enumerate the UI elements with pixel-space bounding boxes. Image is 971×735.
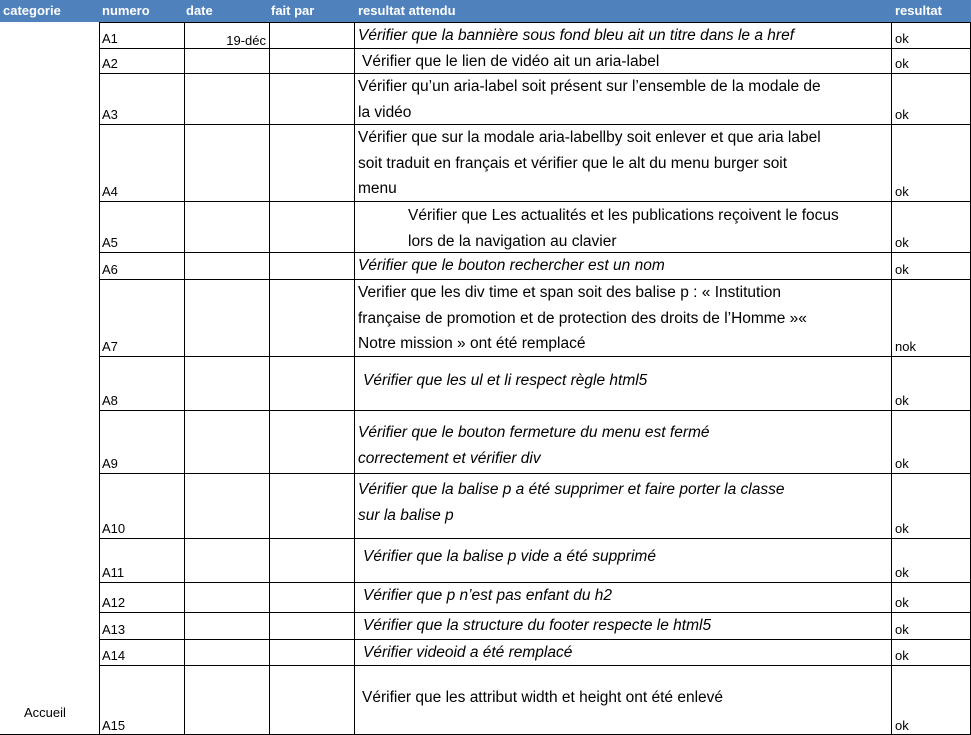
row-numero[interactable]: A4 bbox=[102, 184, 118, 199]
row-resultat-attendu[interactable]: menu bbox=[358, 180, 397, 197]
row-numero[interactable]: A7 bbox=[102, 339, 118, 354]
row-resultat-attendu[interactable]: sur la balise p bbox=[358, 506, 454, 524]
row-resultat-attendu[interactable]: lors de la navigation au clavier bbox=[408, 232, 617, 250]
row-resultat[interactable]: ok bbox=[895, 235, 909, 250]
header-resultat-attendu[interactable]: resultat attendu bbox=[358, 3, 456, 18]
row-resultat[interactable]: ok bbox=[895, 393, 909, 408]
row-resultat-attendu[interactable]: Notre mission » ont été remplacé bbox=[358, 335, 586, 352]
header-resultat[interactable]: resultat bbox=[895, 3, 942, 18]
header-date[interactable]: date bbox=[186, 3, 213, 18]
row-resultat-attendu[interactable]: Vérifier que sur la modale aria-labellby soit enlever et que aria label bbox=[358, 129, 821, 146]
row-resultat[interactable]: ok bbox=[895, 31, 909, 46]
row-resultat-attendu[interactable]: Vérifier que le bouton fermeture du menu est fermé bbox=[358, 424, 710, 441]
row-resultat[interactable]: ok bbox=[895, 521, 909, 536]
row-resultat[interactable]: ok bbox=[895, 262, 909, 277]
row-date[interactable]: 19-déc bbox=[226, 33, 266, 48]
row-resultat[interactable]: ok bbox=[895, 56, 909, 71]
row-numero[interactable]: A15 bbox=[102, 718, 126, 733]
row-resultat[interactable]: ok bbox=[895, 565, 909, 580]
column-border bbox=[354, 22, 355, 735]
row-border bbox=[99, 201, 971, 202]
row-resultat-attendu[interactable]: Vérifier que le lien de vidéo ait un aria-label bbox=[362, 53, 660, 70]
column-border bbox=[269, 22, 270, 735]
row-resultat-attendu[interactable]: Vérifier que la balise p vide a été supprimé bbox=[363, 548, 656, 565]
row-resultat-attendu[interactable]: Vérifier que p n’est pas enfant du h2 bbox=[363, 587, 613, 604]
row-resultat[interactable]: ok bbox=[895, 622, 909, 637]
row-border bbox=[99, 410, 971, 411]
row-resultat-attendu[interactable]: Vérifier qu’un aria-label soit présent sur l’ensemble de la modale de bbox=[358, 78, 821, 95]
row-resultat-attendu[interactable]: Vérifier que la balise p a été supprimer et faire porter la classe bbox=[358, 481, 785, 498]
row-resultat-attendu[interactable]: Vérifier que Les actualités et les publications reçoivent le focus bbox=[408, 207, 839, 224]
row-resultat[interactable]: ok bbox=[895, 648, 909, 663]
row-numero[interactable]: A8 bbox=[102, 393, 118, 408]
row-resultat-attendu[interactable]: Vérifier que le bouton rechercher est un nom bbox=[358, 257, 665, 274]
row-resultat-attendu[interactable]: Vérifier que la bannière sous fond bleu ait un titre dans le a href bbox=[358, 27, 794, 44]
row-border bbox=[99, 473, 971, 474]
row-resultat-attendu[interactable]: Vérifier videoid a été remplacé bbox=[363, 644, 573, 661]
header-numero[interactable]: numero bbox=[102, 3, 150, 18]
row-resultat-attendu[interactable]: française de promotion et de protection des droits de l’Homme »« bbox=[358, 309, 807, 327]
row-numero[interactable]: A10 bbox=[102, 521, 126, 536]
row-resultat-attendu[interactable]: Verifier que les div time et span soit des balise p : « Institution bbox=[358, 284, 782, 301]
row-numero[interactable]: A2 bbox=[102, 56, 118, 71]
row-resultat-attendu[interactable]: Vérifier que la structure du footer respecte le html5 bbox=[363, 617, 712, 634]
header-fait-par[interactable]: fait par bbox=[271, 3, 315, 18]
row-resultat-attendu[interactable]: la vidéo bbox=[358, 103, 412, 121]
row-numero[interactable]: A3 bbox=[102, 107, 118, 122]
row-resultat-attendu[interactable]: Vérifier que les attribut width et height ont été enlevé bbox=[362, 689, 724, 706]
row-resultat[interactable]: ok bbox=[895, 107, 909, 122]
row-border bbox=[99, 538, 971, 539]
row-numero[interactable]: A9 bbox=[102, 456, 118, 471]
column-border bbox=[184, 22, 185, 735]
row-resultat-attendu[interactable]: correctement et vérifier div bbox=[358, 449, 541, 467]
row-resultat-attendu[interactable]: soit traduit en français et vérifier que le alt du menu burger soit bbox=[358, 154, 788, 172]
row-numero[interactable]: A12 bbox=[102, 595, 126, 610]
row-resultat-attendu[interactable]: Vérifier que les ul et li respect règle html5 bbox=[363, 372, 648, 389]
column-border bbox=[99, 22, 100, 735]
column-border bbox=[891, 22, 892, 735]
categorie-cell[interactable]: Accueil bbox=[24, 705, 66, 720]
row-numero[interactable]: A11 bbox=[102, 565, 125, 580]
header-categorie[interactable]: categorie bbox=[3, 3, 61, 18]
row-resultat[interactable]: nok bbox=[895, 339, 916, 354]
row-resultat[interactable]: ok bbox=[895, 456, 909, 471]
row-numero[interactable]: A1 bbox=[102, 31, 118, 46]
row-numero[interactable]: A14 bbox=[102, 648, 126, 663]
row-resultat[interactable]: ok bbox=[895, 718, 909, 733]
row-resultat[interactable]: ok bbox=[895, 184, 909, 199]
row-numero[interactable]: A6 bbox=[102, 262, 118, 277]
table-header bbox=[0, 0, 971, 22]
row-numero[interactable]: A13 bbox=[102, 622, 126, 637]
row-resultat[interactable]: ok bbox=[895, 595, 909, 610]
row-numero[interactable]: A5 bbox=[102, 235, 118, 250]
